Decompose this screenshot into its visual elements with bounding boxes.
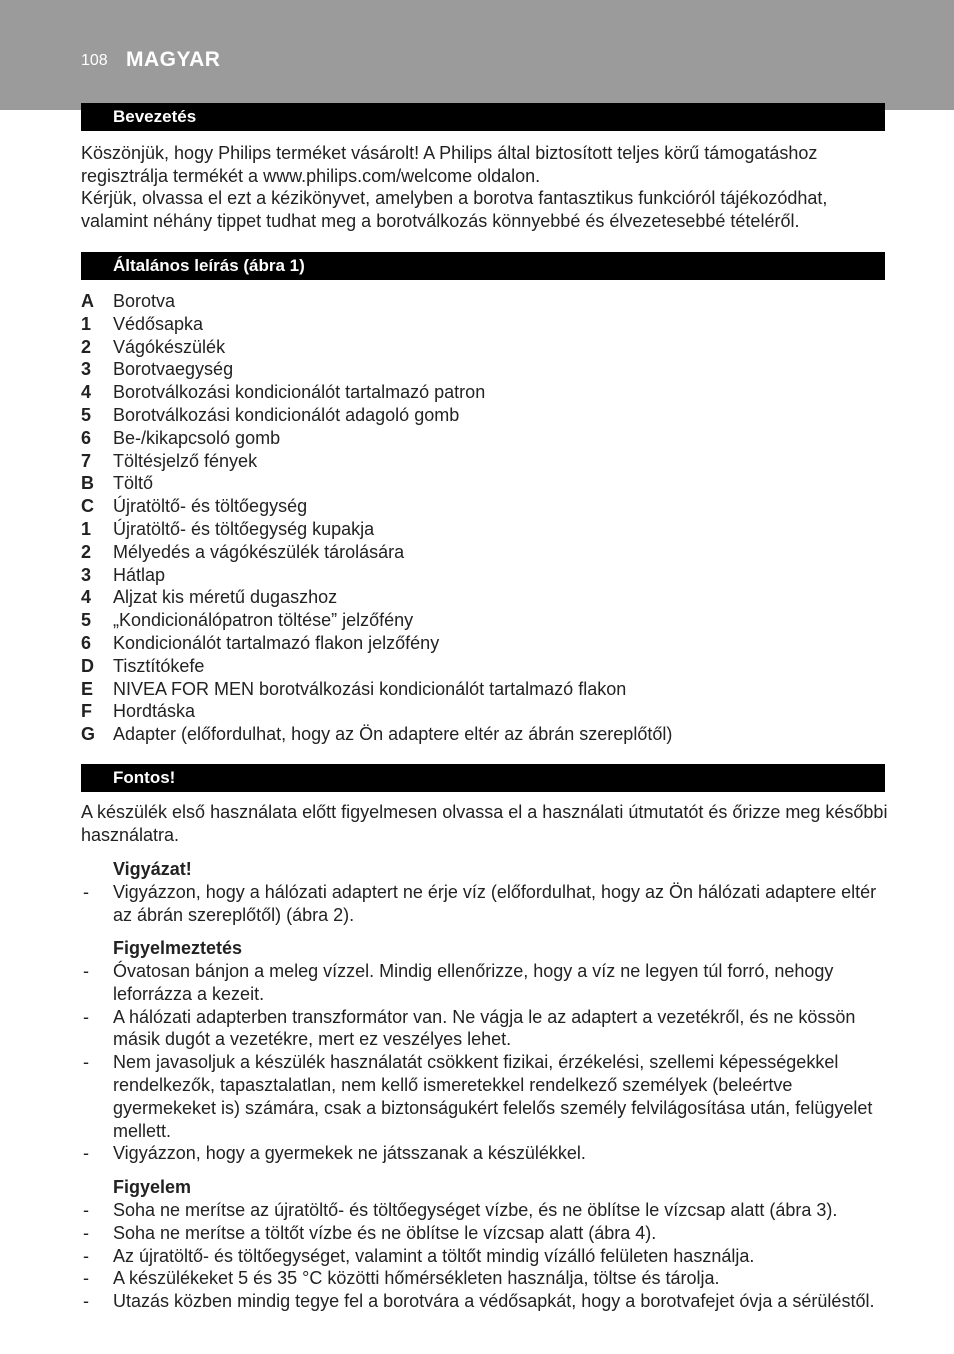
bullet-text: Soha ne merítse a töltőt vízbe és ne öblítse le vízcsap alatt (ábra 4). [113,1222,657,1243]
list-item-key: 7 [81,450,92,471]
warning-list [81,960,891,1165]
list-item-text: Aljzat kis méretű dugaszhoz [113,587,338,608]
list-item-key: 6 [81,632,92,653]
bullet-item [81,1142,891,1165]
list-item-text: Védősapka [113,313,204,334]
list-item [81,678,891,701]
intro-paragraph-1: Köszönjük, hogy Philips terméket vásárolt! A Philips által biztosított teljes körű támogatáshoz regisztrálja termékét a www.philips.com/welcome oldalon. [81,143,818,186]
list-item-key: C [81,496,94,517]
list-item [81,381,891,404]
list-item [81,632,891,655]
list-item-key: D [81,655,94,676]
bullet-text: Vigyázzon, hogy a hálózati adaptert ne érje víz (előfordulhat, hogy az Ön hálózati adaptere eltér az ábrán szereplőtől) (ábra 2). [113,882,877,925]
list-item-text: Töltésjelző fények [113,450,258,471]
list-item-key: E [81,678,94,699]
list-item-text: Be-/kikapcsoló gomb [113,427,281,448]
bullet-dash: - [83,1222,89,1243]
list-item-text: Töltő [113,473,154,494]
list-item [81,472,891,495]
list-item [81,495,891,518]
language-title: MAGYAR [126,48,221,71]
list-item-key: 1 [81,313,92,334]
caution-heading: Figyelem [113,1177,192,1197]
bullet-text: Utazás közben mindig tegye fel a borotvára a védősapkát, hogy a borotvafejet óvja a sérüléstől. [113,1291,875,1312]
list-item-key: 1 [81,518,92,539]
bullet-text: Nem javasoljuk a készülék használatát csökkent fizikai, érzékelési, szellemi képességekkel rendelkezők, tapasztalatlan, nem kellő ismeretekkel rendelkező személyek (beleértve gyermekeket is) számára, csak a biztonságukért felelős személy felvilágosítása után, felügyelet mellett. [113,1052,873,1141]
list-item-key: 2 [81,336,92,357]
section-heading-intro: Bevezetés [81,103,885,131]
list-item-text: Borotva [113,291,176,311]
bullet-item [81,1051,891,1142]
list-item [81,336,891,359]
important-intro: A készülék első használata előtt figyelmesen olvassa el a használati útmutatót és őrizze meg későbbi használatra. [81,802,888,845]
page-header [0,0,954,110]
bullet-text: A készülékeket 5 és 35 °C közötti hőmérsékleten használja, töltse és tárolja. [113,1268,720,1289]
list-item-text: Vágókészülék [113,336,226,357]
list-item-key: 5 [81,404,92,425]
page-number: 108 [81,52,108,69]
list-item [81,564,891,587]
bullet-dash: - [83,1268,89,1289]
list-item-key: 2 [81,541,92,562]
bullet-text: Soha ne merítse az újratöltő- és töltőegységet vízbe, és ne öblítse le vízcsap alatt (ábra 3). [113,1200,838,1220]
list-item [81,700,891,723]
list-item [81,404,891,427]
list-item-text: Borotválkozási kondicionálót adagoló gomb [113,404,460,425]
list-item-text: NIVEA FOR MEN borotválkozási kondicionálót tartalmazó flakon [113,678,627,699]
bullet-text: A hálózati adapterben transzformátor van. Ne vágja le az adaptert a vezetékről, és ne kössön másik dugót a vezetékre, mert ez veszélyes lehet. [113,1006,856,1050]
list-item-text: Tisztítókefe [113,655,205,676]
list-item-key: 3 [81,359,92,380]
list-item-key: F [81,701,92,722]
list-item [81,655,891,678]
bullet-item [81,1006,891,1052]
list-item-key: B [81,473,94,494]
list-item [81,586,891,609]
section-heading-general: Általános leírás (ábra 1) [81,252,885,280]
caution-list [81,1199,891,1313]
list-item [81,358,891,381]
list-item-text: Újratöltő- és töltőegység [113,496,308,517]
bullet-dash: - [83,1143,89,1164]
list-item-text: Adapter (előfordulhat, hogy az Ön adaptere eltér az ábrán szereplőtől) [113,724,673,745]
bullet-item [81,881,891,927]
list-item [81,313,891,336]
list-item [81,450,891,473]
list-item-key: 4 [81,382,92,403]
bullet-text: Az újratöltő- és töltőegységet, valamint a töltőt mindig vízálló felületen használja. [113,1245,755,1266]
bullet-item [81,1222,891,1245]
bullet-dash: - [83,1291,89,1312]
bullet-dash: - [83,1245,89,1266]
bullet-text: Vigyázzon, hogy a gyermekek ne játsszanak a készülékkel. [113,1143,586,1164]
bullet-item [81,960,891,1006]
danger-list [81,881,891,927]
warning-heading: Figyelmeztetés [113,938,243,958]
bullet-dash: - [83,961,89,981]
bullet-item [81,1267,891,1290]
list-item [81,518,891,541]
list-item-text: Hordtáska [113,701,196,722]
list-item [81,541,891,564]
bullet-item [81,1245,891,1268]
list-item-key: 6 [81,427,92,448]
list-item [81,290,891,313]
list-item-key: A [81,291,94,311]
bullet-item [81,1290,891,1313]
list-item-key: 5 [81,610,92,631]
danger-heading: Vigyázat! [113,859,192,879]
list-item-key: 3 [81,564,92,585]
bullet-dash: - [83,1052,89,1073]
list-item-text: Borotválkozási kondicionálót tartalmazó patron [113,382,486,403]
list-item-key: 4 [81,587,92,608]
list-item-text: Mélyedés a vágókészülék tárolására [113,541,405,562]
bullet-dash: - [83,1200,89,1220]
list-item-key: G [81,724,96,745]
parts-list [81,290,891,746]
bullet-text: Óvatosan bánjon a meleg vízzel. Mindig ellenőrizze, hogy a víz ne legyen túl forró, nehogy leforrázza a kezeit. [113,961,834,1004]
bullet-item [81,1199,891,1222]
section-heading-important: Fontos! [81,764,885,792]
list-item [81,609,891,632]
list-item [81,723,891,746]
bullet-dash: - [83,1006,89,1027]
intro-paragraph-2: Kérjük, olvassa el ezt a kézikönyvet, amelyben a borotva fantasztikus funkcióról tájékozódhat, valamint néhány tippet tudhat meg a borotválkozás könnyebbé és élvezetesebbé tételéről. [81,188,828,231]
list-item-text: Újratöltő- és töltőegység kupakja [113,518,375,539]
list-item-text: Hátlap [113,564,166,585]
list-item-text: Borotvaegység [113,359,234,380]
list-item [81,427,891,450]
list-item-text: Kondicionálót tartalmazó flakon jelzőfény [113,632,440,653]
bullet-dash: - [83,882,89,902]
list-item-text: „Kondicionálópatron töltése” jelzőfény [113,610,414,631]
